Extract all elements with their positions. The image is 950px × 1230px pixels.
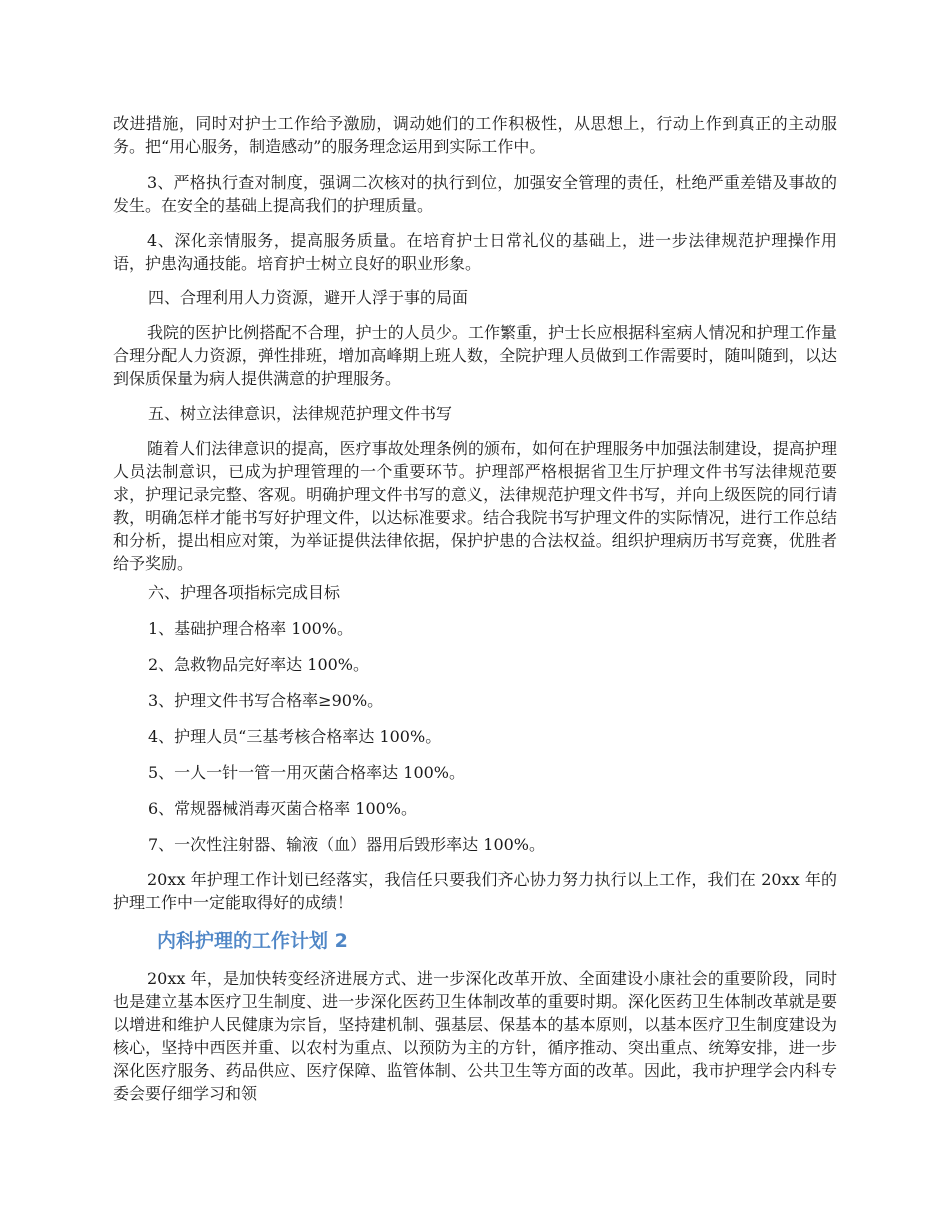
target-item: 4、护理人员“三基考核合格率达 100%。	[148, 727, 442, 746]
target-item: 2、急救物品完好率达 100%。	[148, 655, 370, 674]
section-heading-5: 五、树立法律意识，法律规范护理文件书写	[148, 404, 453, 423]
section-heading-4: 四、合理利用人力资源，避开人浮于事的局面	[148, 288, 469, 307]
paragraph-check-system: 3、严格执行查对制度，强调二次核对的执行到位，加强安全管理的责任，杜绝严重差错及事故的发生。在安全的基础上提高我们的护理质量。	[113, 173, 837, 215]
section-heading-6: 六、护理各项指标完成目标	[148, 583, 341, 602]
paragraph-service-motivation: 改进措施，同时对护士工作给予激励，调动她们的工作积极性，从思想上，行动上作到真正的主动服务。把“用心服务，制造感动”的服务理念运用到实际工作中。	[113, 114, 837, 156]
target-item: 7、一次性注射器、输液（血）器用后毁形率达 100%。	[148, 835, 546, 854]
paragraph-conclusion: 20xx 年护理工作计划已经落实，我信任只要我们齐心协力努力执行以上工作，我们在 20xx 年的护理工作中一定能取得好的成绩！	[113, 870, 837, 912]
target-item: 5、一人一针一管一用灭菌合格率达 100%。	[148, 763, 466, 782]
target-item: 6、常规器械消毒灭菌合格率 100%。	[148, 799, 418, 818]
paragraph-kinship-service: 4、深化亲情服务，提高服务质量。在培育护士日常礼仪的基础上，进一步法律规范护理操作用语，护患沟通技能。培育护士树立良好的职业形象。	[113, 231, 837, 273]
paragraph-reform-intro: 20xx 年，是加快转变经济进展方式、进一步深化改革开放、全面建设小康社会的重要阶段，同时也是建立基本医疗卫生制度、进一步深化医药卫生体制改革的重要时期。深化医药卫生体制改革就是要以增进和维护人民健康为宗旨，坚持建机制、强基层、保基本的基本原则，以基本医疗卫生制度建设为核心，坚持中西医并重、以农村为重点、以预防为主的方针，循序推动、突出重点、统筹安排，进一步深化医疗服务、药品供应、医疗保障、监管体制、公共卫生等方面的改革。因此，我市护理学会内科专委会要仔细学习和领	[113, 969, 837, 1103]
section-title: 内科护理的工作计划 2	[157, 930, 348, 952]
paragraph-staffing: 我院的医护比例搭配不合理，护士的人员少。工作繁重，护士长应根据科室病人情况和护理工作量合理分配人力资源，弹性排班，增加高峰期上班人数，全院护理人员做到工作需要时，随叫随到，以达到保质保量为病人提供满意的护理服务。	[113, 323, 837, 388]
target-item: 1、基础护理合格率 100%。	[148, 619, 354, 638]
paragraph-legal-awareness: 随着人们法律意识的提高，医疗事故处理条例的颁布，如何在护理服务中加强法制建设，提高护理人员法制意识，已成为护理管理的一个重要环节。护理部严格根据省卫生厅护理文件书写法律规范要求，护理记录完整、客观。明确护理文件书写的意义，法律规范护理文件书写，并向上级医院的同行请教，明确怎样才能书写好护理文件，以达标准要求。结合我院书写护理文件的实际情况，进行工作总结和分析，提出相应对策，为举证提供法律依据，保护护患的合法权益。组织护理病历书写竞赛，优胜者给予奖励。	[113, 439, 837, 573]
target-item: 3、护理文件书写合格率≥90%。	[148, 691, 384, 710]
